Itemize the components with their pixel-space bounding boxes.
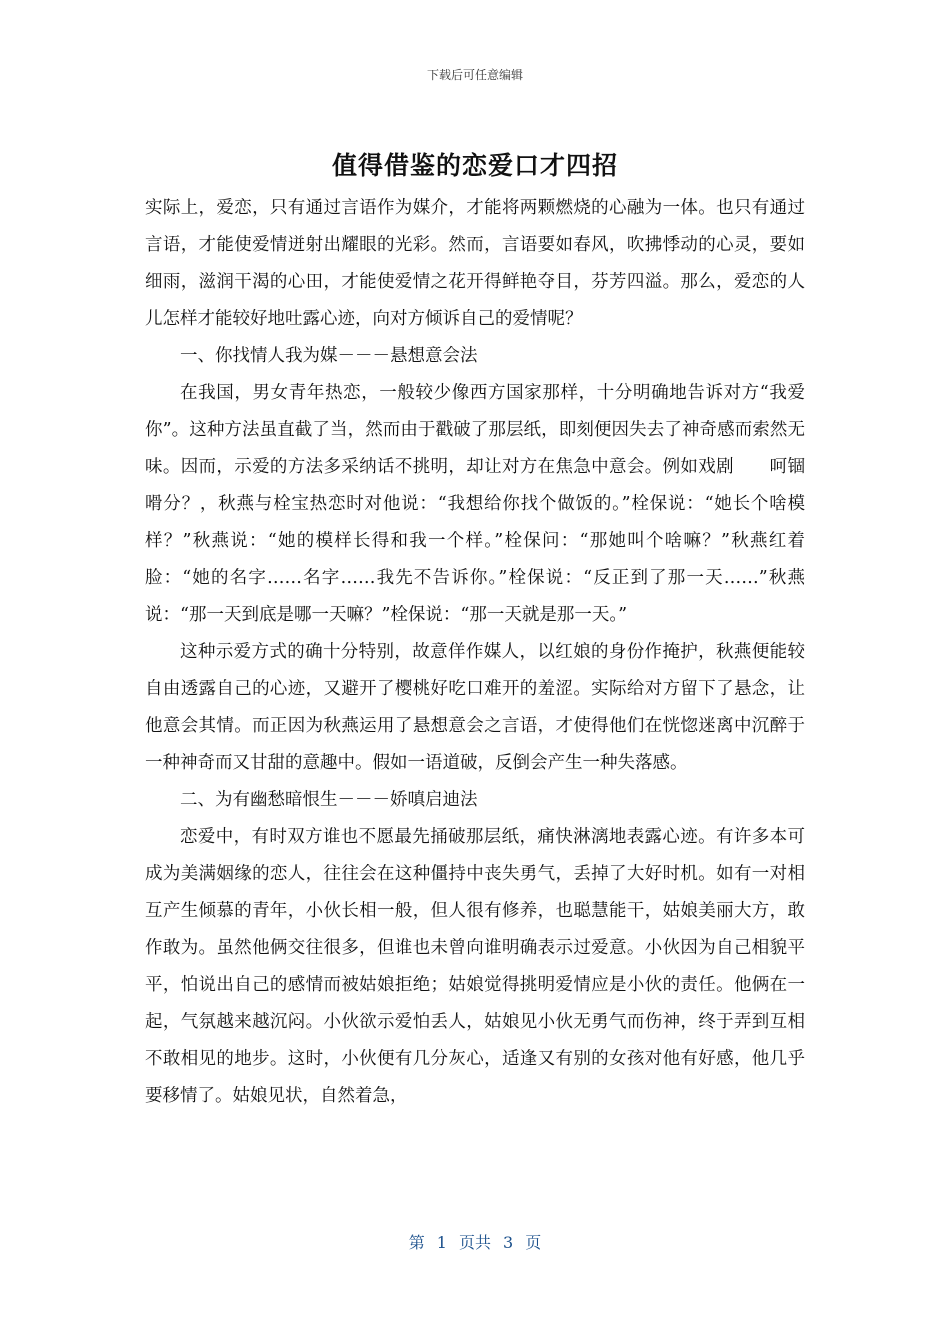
total-page-count: 3: [503, 1233, 514, 1252]
paragraph: 恋爱中，有时双方谁也不愿最先捅破那层纸，痛快淋漓地表露心迹。有许多本可成为美满姻缘的恋人，往往会在这种僵持中丧失勇气，丢掉了大好时机。如有一对相互产生倾慕的青年，小伙长相一般，但人很有修养，也聪慧能干，姑娘美丽大方，敢作敢为。虽然他俩交往很多，但谁也未曾向谁明确表示过爱意。小伙因为自己相貌平平，怕说出自己的感情而被姑娘拒绝；姑娘觉得挑明爱情应是小伙的责任。他俩在一起，气氛越来越沉闷。小伙欲示爱怕丢人，姑娘见小伙无勇气而伤神，终于弄到互相不敢相见的地步。这时，小伙便有几分灰心，适逢又有别的女孩对他有好感，他几乎要移情了。姑娘见状，自然着急，: [145, 827, 805, 1106]
paragraph-intro: 实际上，爱恋，只有通过言语作为媒介，才能将两颗燃烧的心融为一体。也只有通过言语，才能使爱情迸射出耀眼的光彩。然而，言语要如春风，吹拂悸动的心灵，要如细雨，滋润干渴的心田，才能使爱情之花开得鲜艳夺目，芬芳四溢。那么，爱恋的人儿怎样才能较好地吐露心迹，向对方倾诉自己的爱情呢？: [145, 198, 805, 329]
section-heading-2: 二、为有幽愁暗恨生－－－娇嗔启迪法: [180, 790, 478, 810]
current-page-number: 1: [436, 1233, 447, 1252]
footer-prefix: 第: [408, 1233, 425, 1252]
document-body: [145, 190, 805, 1115]
section-heading-1: 一、你找情人我为媒－－－悬想意会法: [180, 346, 478, 366]
document-title: 值得借鉴的恋爱口才四招: [331, 151, 618, 180]
page-header: 下载后可任意编辑: [426, 68, 523, 82]
page-footer: [0, 1230, 950, 1253]
paragraph: 这种示爱方式的确十分特别，故意佯作媒人，以红娘的身份作掩护，秋燕便能较自由透露自己的心迹，又避开了樱桃好吃口难开的羞涩。实际给对方留下了悬念，让他意会其情。而正因为秋燕运用了悬想意会之言语，才使得他们在恍惚迷离中沉醉于一种神奇而又甘甜的意趣中。假如一语道破，反倒会产生一种失落感。: [145, 642, 805, 773]
footer-middle: 页共: [458, 1233, 491, 1252]
footer-suffix: 页: [525, 1233, 542, 1252]
paragraph: 在我国，男女青年热恋，一般较少像西方国家那样，十分明确地告诉对方“我爱你”。这种方法虽直截了当，然而由于戳破了那层纸，即刻便因失去了神奇感而索然无味。因而，示爱的方法多采纳话不挑明，却让对方在焦急中意会。例如戏剧 呵锢嗗分？，秋燕与栓宝热恋时对他说：“我想给你找个做饭的。”栓保说：“她长个啥模样？”秋燕说：“她的模样长得和我一个样。”栓保问：“那她叫个啥嘛？”秋燕红着脸：“她的名字……名字……我先不告诉你。”栓保说：“反正到了那一天……”秋燕说：“那一天到底是哪一天嘛？”栓保说：“那一天就是那一天。”: [145, 383, 805, 625]
